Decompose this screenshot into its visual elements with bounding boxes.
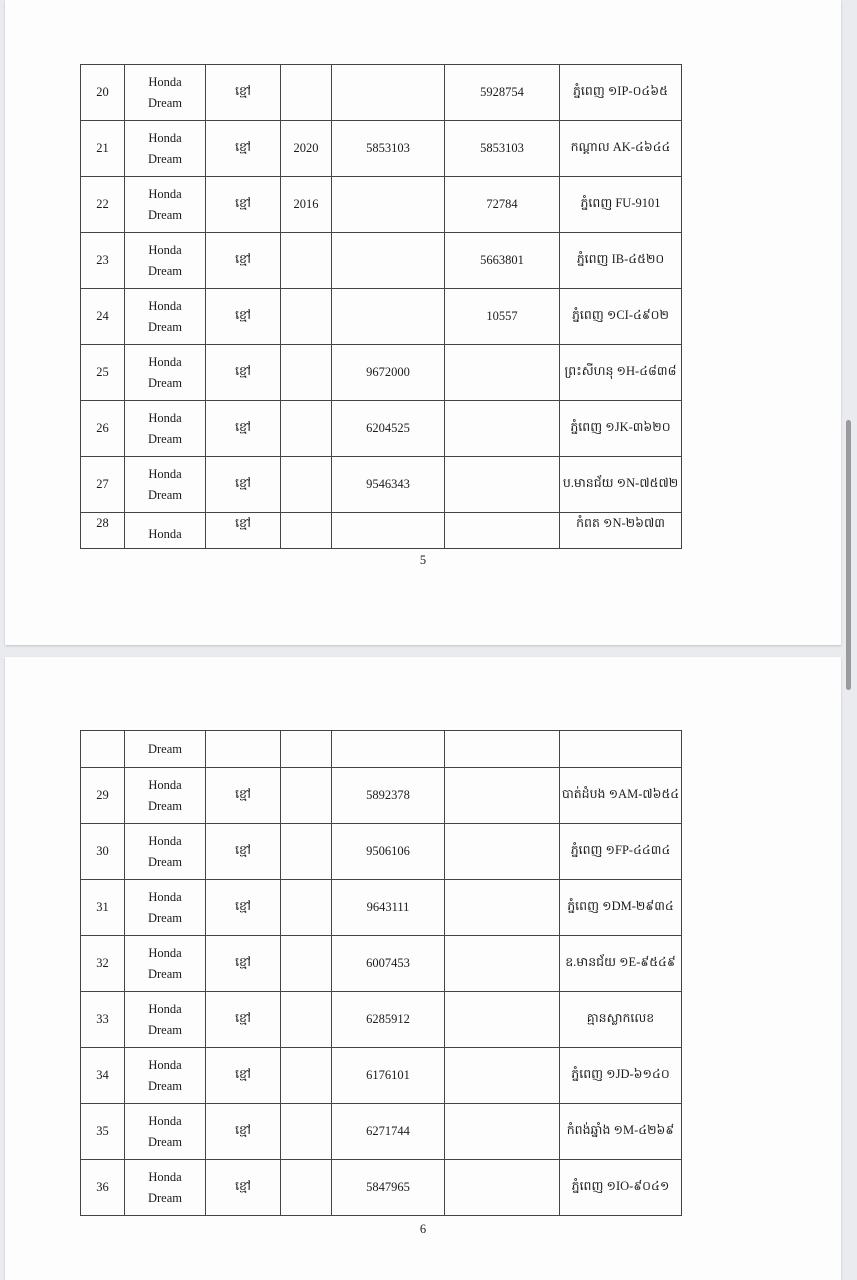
- row-number-cell: 35: [81, 1104, 125, 1160]
- table-row: [81, 289, 682, 345]
- page-number: 6: [419, 1222, 427, 1236]
- plate-cell: [560, 731, 682, 768]
- model-cell: Honda Dream: [125, 177, 206, 233]
- number-2-cell: 5663801: [445, 233, 560, 289]
- number-1-cell: 6176101: [332, 1048, 445, 1104]
- model-cell: Honda Dream: [125, 457, 206, 513]
- year-cell: [281, 65, 332, 121]
- table-row: [81, 121, 682, 177]
- table-row: [81, 731, 682, 768]
- row-number-cell: 29: [81, 768, 125, 824]
- color-cell: ខ្មៅ: [206, 768, 281, 824]
- color-cell: ខ្មៅ: [206, 936, 281, 992]
- plate-cell: ភ្នំពេញ ១IP-០៤៦៥: [560, 65, 682, 121]
- number-2-cell: [445, 992, 560, 1048]
- number-1-cell: [332, 731, 445, 768]
- plate-cell: ឧ.មានជ័យ ១E-៩៥៤៩: [560, 936, 682, 992]
- plate-cell: ភ្នំពេញ ១IO-៩០៤១: [560, 1160, 682, 1216]
- year-cell: [281, 992, 332, 1048]
- row-number-cell: 32: [81, 936, 125, 992]
- number-1-cell: 9506106: [332, 824, 445, 880]
- year-cell: [281, 1048, 332, 1104]
- model-cell: Honda Dream: [125, 1160, 206, 1216]
- year-cell: 2016: [281, 177, 332, 233]
- row-number-cell: 31: [81, 880, 125, 936]
- number-1-cell: [332, 513, 445, 549]
- color-cell: ខ្មៅ: [206, 1104, 281, 1160]
- year-cell: [281, 401, 332, 457]
- number-2-cell: 5853103: [445, 121, 560, 177]
- model-cell: Honda Dream: [125, 121, 206, 177]
- table-row: [81, 457, 682, 513]
- color-cell: ខ្មៅ: [206, 65, 281, 121]
- year-cell: [281, 768, 332, 824]
- model-cell: Honda Dream: [125, 401, 206, 457]
- model-cell: Honda Dream: [125, 65, 206, 121]
- plate-cell: ភ្នំពេញ ១DM-២៩៣៤: [560, 880, 682, 936]
- plate-cell: ភ្នំពេញ ១FP-៤៤៣៤: [560, 824, 682, 880]
- color-cell: ខ្មៅ: [206, 177, 281, 233]
- document-page-5: [5, 0, 841, 645]
- number-1-cell: [332, 65, 445, 121]
- model-cell: Honda: [125, 513, 206, 549]
- number-2-cell: 72784: [445, 177, 560, 233]
- number-2-cell: [445, 345, 560, 401]
- row-number-cell: 22: [81, 177, 125, 233]
- number-1-cell: [332, 233, 445, 289]
- model-cell: Honda Dream: [125, 1048, 206, 1104]
- vehicle-table: [80, 730, 682, 1216]
- number-2-cell: [445, 513, 560, 549]
- color-cell: ខ្មៅ: [206, 121, 281, 177]
- number-2-cell: [445, 768, 560, 824]
- number-1-cell: 6285912: [332, 992, 445, 1048]
- table-row: [81, 65, 682, 121]
- model-cell: Honda Dream: [125, 992, 206, 1048]
- number-2-cell: [445, 731, 560, 768]
- number-2-cell: [445, 880, 560, 936]
- year-cell: [281, 824, 332, 880]
- plate-cell: ព្រះសីហនុ ១H-៤៨៣៨: [560, 345, 682, 401]
- table-row: [81, 880, 682, 936]
- row-number-cell: 24: [81, 289, 125, 345]
- year-cell: [281, 731, 332, 768]
- year-cell: [281, 513, 332, 549]
- row-number-cell: 30: [81, 824, 125, 880]
- color-cell: ខ្មៅ: [206, 880, 281, 936]
- table-row: [81, 992, 682, 1048]
- year-cell: [281, 1104, 332, 1160]
- row-number-cell: 26: [81, 401, 125, 457]
- number-1-cell: 9672000: [332, 345, 445, 401]
- table-row: [81, 1160, 682, 1216]
- plate-cell: បាត់ដំបង ១AM-៧៦៥៤: [560, 768, 682, 824]
- number-1-cell: 6204525: [332, 401, 445, 457]
- row-number-cell: 25: [81, 345, 125, 401]
- row-number-cell: 33: [81, 992, 125, 1048]
- color-cell: [206, 731, 281, 768]
- number-2-cell: [445, 824, 560, 880]
- color-cell: ខ្មៅ: [206, 289, 281, 345]
- table-row: [81, 768, 682, 824]
- plate-cell: គ្មានស្លាកលេខ: [560, 992, 682, 1048]
- page-number: 5: [419, 553, 427, 567]
- vehicle-table: [80, 64, 682, 549]
- model-cell: Honda Dream: [125, 824, 206, 880]
- number-1-cell: 5853103: [332, 121, 445, 177]
- color-cell: ខ្មៅ: [206, 233, 281, 289]
- model-cell: Dream: [125, 731, 206, 768]
- number-2-cell: 5928754: [445, 65, 560, 121]
- color-cell: ខ្មៅ: [206, 513, 281, 549]
- number-2-cell: [445, 457, 560, 513]
- document-page-6: [5, 657, 841, 1280]
- number-1-cell: [332, 289, 445, 345]
- table-row: [81, 1048, 682, 1104]
- row-number-cell: 36: [81, 1160, 125, 1216]
- color-cell: ខ្មៅ: [206, 401, 281, 457]
- table-row: [81, 401, 682, 457]
- model-cell: Honda Dream: [125, 880, 206, 936]
- plate-cell: កណ្តាល AK-៤៦៤៤: [560, 121, 682, 177]
- model-cell: Honda Dream: [125, 1104, 206, 1160]
- year-cell: [281, 880, 332, 936]
- number-2-cell: [445, 1104, 560, 1160]
- number-2-cell: [445, 1160, 560, 1216]
- number-2-cell: [445, 936, 560, 992]
- row-number-cell: 34: [81, 1048, 125, 1104]
- model-cell: Honda Dream: [125, 233, 206, 289]
- year-cell: [281, 289, 332, 345]
- plate-cell: កំពត ១N-២៦៧៣: [560, 513, 682, 549]
- table-row: [81, 345, 682, 401]
- number-1-cell: 6271744: [332, 1104, 445, 1160]
- year-cell: [281, 1160, 332, 1216]
- row-number-cell: 28: [81, 513, 125, 549]
- row-number-cell: 23: [81, 233, 125, 289]
- plate-cell: ភ្នំពេញ ១JD-៦១៤០: [560, 1048, 682, 1104]
- table-row: [81, 824, 682, 880]
- plate-cell: ភ្នំពេញ ១JK-៣៦២០: [560, 401, 682, 457]
- table-row: [81, 936, 682, 992]
- year-cell: [281, 936, 332, 992]
- plate-cell: ភ្នំពេញ ១CI-៤៩០២: [560, 289, 682, 345]
- year-cell: [281, 233, 332, 289]
- model-cell: Honda Dream: [125, 345, 206, 401]
- plate-cell: ភ្នំពេញ FU-9101: [560, 177, 682, 233]
- number-1-cell: 9643111: [332, 880, 445, 936]
- color-cell: ខ្មៅ: [206, 992, 281, 1048]
- row-number-cell: 21: [81, 121, 125, 177]
- year-cell: [281, 345, 332, 401]
- vertical-scrollbar-thumb[interactable]: [846, 420, 851, 690]
- plate-cell: កំពង់ឆ្នាំង ១M-៤២៦៩: [560, 1104, 682, 1160]
- color-cell: ខ្មៅ: [206, 824, 281, 880]
- year-cell: [281, 457, 332, 513]
- year-cell: 2020: [281, 121, 332, 177]
- table-row: [81, 513, 682, 549]
- number-1-cell: 9546343: [332, 457, 445, 513]
- table-row: [81, 233, 682, 289]
- number-2-cell: [445, 1048, 560, 1104]
- number-1-cell: 6007453: [332, 936, 445, 992]
- table-row: [81, 177, 682, 233]
- plate-cell: ភ្នំពេញ IB-៤៥២០: [560, 233, 682, 289]
- number-2-cell: [445, 401, 560, 457]
- number-2-cell: 10557: [445, 289, 560, 345]
- model-cell: Honda Dream: [125, 289, 206, 345]
- color-cell: ខ្មៅ: [206, 1048, 281, 1104]
- row-number-cell: [81, 731, 125, 768]
- number-1-cell: [332, 177, 445, 233]
- row-number-cell: 27: [81, 457, 125, 513]
- table-row: [81, 1104, 682, 1160]
- number-1-cell: 5892378: [332, 768, 445, 824]
- model-cell: Honda Dream: [125, 936, 206, 992]
- color-cell: ខ្មៅ: [206, 1160, 281, 1216]
- plate-cell: ប.មានជ័យ ១N-៧៥៧២: [560, 457, 682, 513]
- number-1-cell: 5847965: [332, 1160, 445, 1216]
- color-cell: ខ្មៅ: [206, 345, 281, 401]
- color-cell: ខ្មៅ: [206, 457, 281, 513]
- row-number-cell: 20: [81, 65, 125, 121]
- model-cell: Honda Dream: [125, 768, 206, 824]
